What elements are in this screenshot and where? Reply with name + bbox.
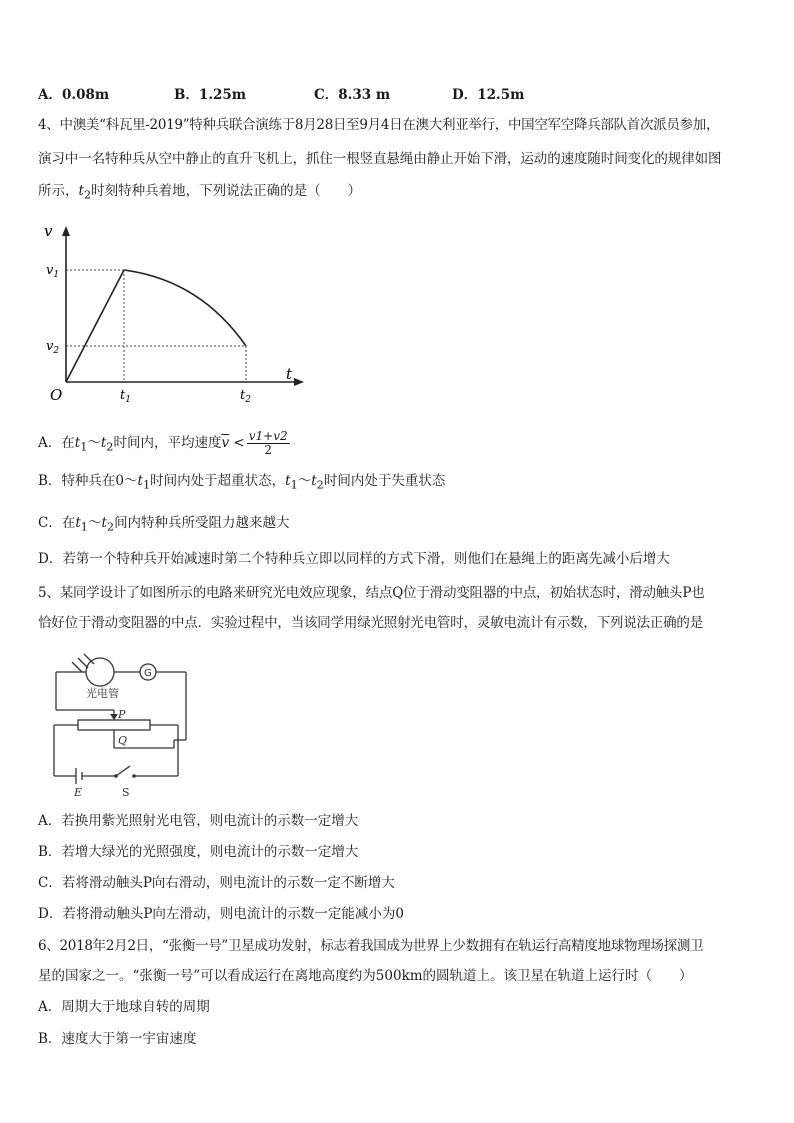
q6-option-b: B．速度大于第一宇宙速度: [38, 1031, 197, 1047]
switch-label: S: [122, 786, 130, 798]
v-axis-label: v: [44, 222, 53, 240]
q4-stem-line3: 所示，$t_2$时刻特种兵着地，下列说法正确的是（ ）: [38, 183, 362, 202]
q5-option-d: D．若将滑动触头P向左滑动，则电流计的示数一定能减小为0: [38, 906, 404, 922]
average-velocity-fraction: $\frac{v1+v2}{2}$: [248, 429, 288, 457]
rheostat: [78, 720, 150, 730]
option-a: A．0.08m: [38, 87, 110, 103]
origin-label: O: [50, 386, 63, 404]
q5-option-b: B．若增大绿光的光照强度，则电流计的示数一定增大: [38, 844, 359, 860]
v-axis-arrow: [62, 226, 70, 236]
node-label: Q: [118, 734, 128, 747]
q6-option-a: A．周期大于地球自转的周期: [38, 999, 210, 1015]
slider-arrow: [110, 714, 118, 720]
velocity-time-graph: [40, 222, 310, 412]
q4-stem-line2: 演习中一名特种兵从空中静止的直升飞机上，抓住一根竖直悬绳由静止开始下滑，运动的速度随时间变化的规律如图: [38, 151, 722, 167]
q5-option-a: A．若换用紫光照射光电管，则电流计的示数一定增大: [38, 813, 359, 829]
q5-stem-line1: 5、某同学设计了如图所示的电路来研究光电效应现象，结点Q位于滑动变阻器的中点，初始状态时，滑动触头P也: [38, 585, 705, 601]
q6-stem-line1: 6、2018年2月2日，“张衡一号”卫星成功发射，标志着我国成为世界上少数拥有在轨运行高精度地球物理场探测卫: [38, 938, 704, 954]
q4-option-d: D．若第一个特种兵开始减速时第二个特种兵立即以同样的方式下滑，则他们在悬绳上的距离先减小后增大: [38, 551, 670, 567]
photoelectric-circuit: [50, 648, 200, 798]
q4-stem-line1: 4、中澳美“科瓦里-2019”特种兵联合演练于8月28日至9月4日在澳大利亚举行，中国空军空降兵部队首次派员参加，: [38, 117, 720, 133]
q5-stem-line2: 恰好位于滑动变阻器的中点．实验过程中，当该同学用绿光照射光电管时，灵敏电流计有示数，下列说法正确的是: [38, 615, 703, 631]
option-b: B．1.25m: [174, 87, 247, 103]
t1-label: $t_1$: [120, 388, 131, 405]
q4-option-c: C．在$t_1\sim t_2$间内特种兵所受阻力越来越大: [38, 515, 290, 534]
galvanometer-label: G: [144, 668, 152, 679]
v2-label: $v_2$: [46, 339, 60, 356]
t-axis-label: t: [286, 365, 293, 383]
v1-label: $v_1$: [46, 263, 60, 280]
q4-option-a: A．在$t_1\sim t_2$时间内，平均速度$\overline{v}$ < $\frac{v1+v2}{2}$: [38, 429, 288, 457]
phototube: [86, 658, 114, 686]
q5-option-c: C．若将滑动触头P向右滑动，则电流计的示数一定不断增大: [38, 875, 395, 891]
deceleration-curve: [124, 270, 246, 346]
acceleration-segment: [66, 270, 124, 382]
t2-label: $t_2$: [240, 388, 251, 405]
tube-label: 光电管: [86, 687, 119, 700]
battery-label: E: [74, 786, 83, 798]
t-axis-arrow: [294, 378, 304, 386]
q4-option-b: B．特种兵在$0\sim t_1$时间内处于超重状态，$t_1\sim t_2$时间内处于失重状态: [38, 473, 446, 492]
option-c: C．8.33 m: [314, 87, 391, 103]
switch-blade: [116, 766, 130, 776]
option-d: D．12.5m: [452, 87, 525, 103]
q6-stem-line2: 星的国家之一。“张衡一号”可以看成运行在离地高度约为500km的圆轨道上。该卫星在轨道上运行时（ ）: [38, 968, 693, 984]
slider-label: P: [118, 708, 126, 721]
